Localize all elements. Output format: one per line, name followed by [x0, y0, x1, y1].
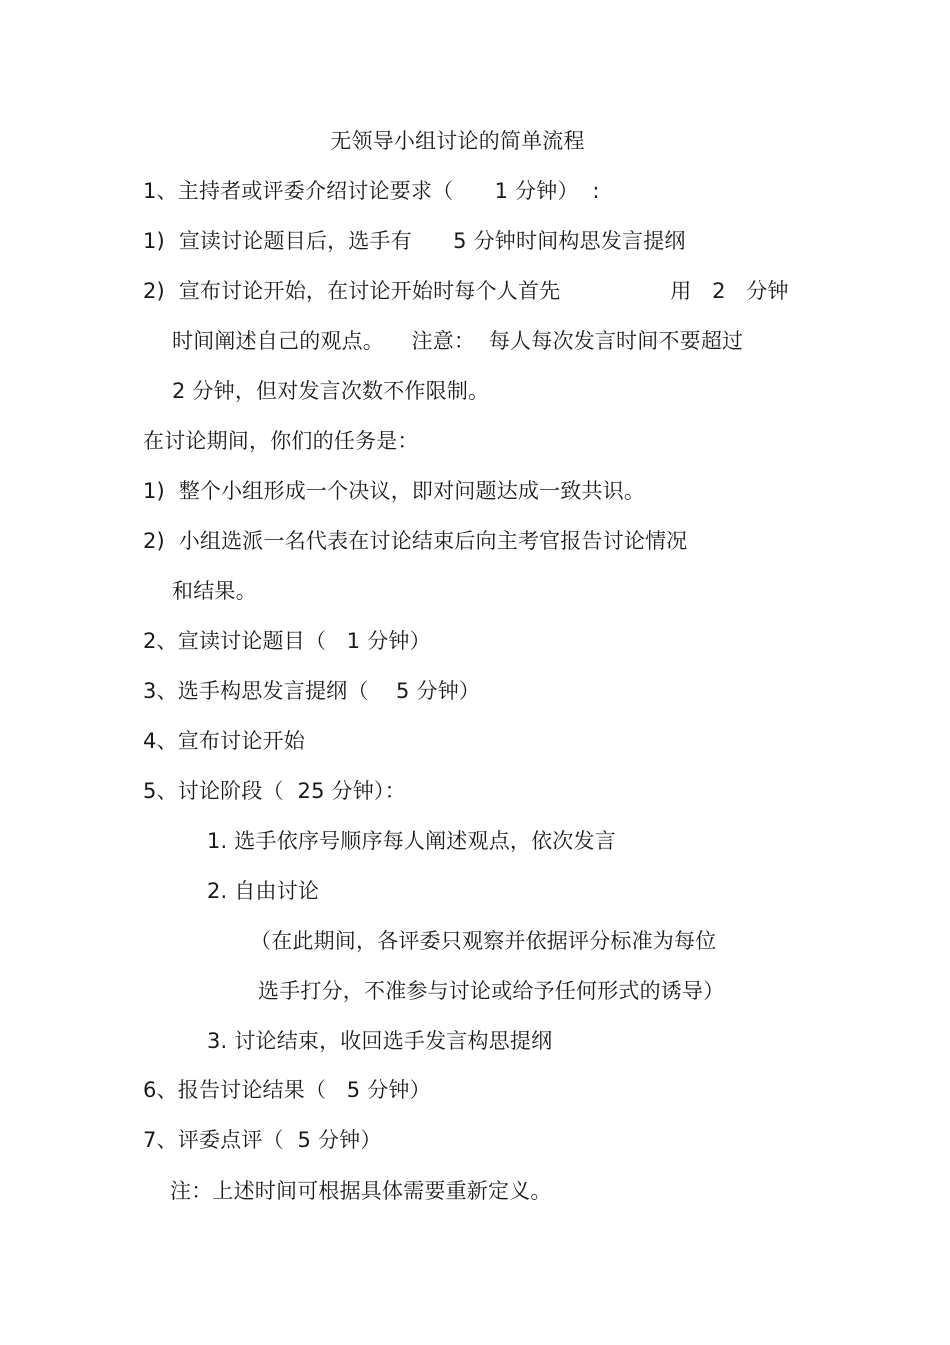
step-1-item-2: 2) 宣布讨论开始，在讨论开始时每个人首先 用 2 分钟: [143, 279, 789, 303]
step-5: 5、讨论阶段（ 25 分钟）：: [143, 779, 406, 803]
step-1-item-2-cont: 时间阐述自己的观点。 注意： 每人每次发言时间不要超过: [172, 329, 744, 353]
step-4: 4、宣布讨论开始: [143, 729, 305, 753]
step-5-sub-3: 3. 讨论结束，收回选手发言构思提纲: [207, 1029, 553, 1053]
step-1-item-1: 1) 宣读讨论题目后，选手有 5 分钟时间构思发言提纲: [143, 229, 686, 253]
step-5-sub-1: 1. 选手依序号顺序每人阐述观点，依次发言: [207, 829, 616, 853]
step-7: 7、评委点评（ 5 分钟）: [143, 1128, 382, 1152]
step-5-sub-2-note-cont: 选手打分，不准参与讨论或给予任何形式的诱导）: [258, 979, 725, 1003]
step-1-intro: 1、主持者或评委介绍讨论要求（ 1 分钟） :: [143, 179, 600, 203]
task-item-2-cont: 和结果。: [172, 579, 257, 603]
task-item-2: 2) 小组选派一名代表在讨论结束后向主考官报告讨论情况: [143, 529, 688, 553]
step-3: 3、选手构思发言提纲（ 5 分钟）: [143, 679, 481, 703]
task-item-1: 1) 整个小组形成一个决议，即对问题达成一致共识。: [143, 479, 646, 503]
step-5-sub-2: 2. 自由讨论: [207, 879, 320, 903]
document-title: 无领导小组讨论的简单流程: [330, 129, 585, 153]
step-6: 6、报告讨论结果（ 5 分钟）: [143, 1078, 431, 1102]
step-5-sub-2-note: （在此期间，各评委只观察并依据评分标准为每位: [250, 929, 717, 953]
step-2: 2、宣读讨论题目（ 1 分钟）: [143, 629, 431, 653]
step-1-item-2-cont2: 2 分钟，但对发言次数不作限制。: [172, 379, 490, 403]
footnote: 注：上述时间可根据具体需要重新定义。: [170, 1179, 552, 1203]
task-heading: 在讨论期间，你们的任务是：: [143, 429, 419, 453]
